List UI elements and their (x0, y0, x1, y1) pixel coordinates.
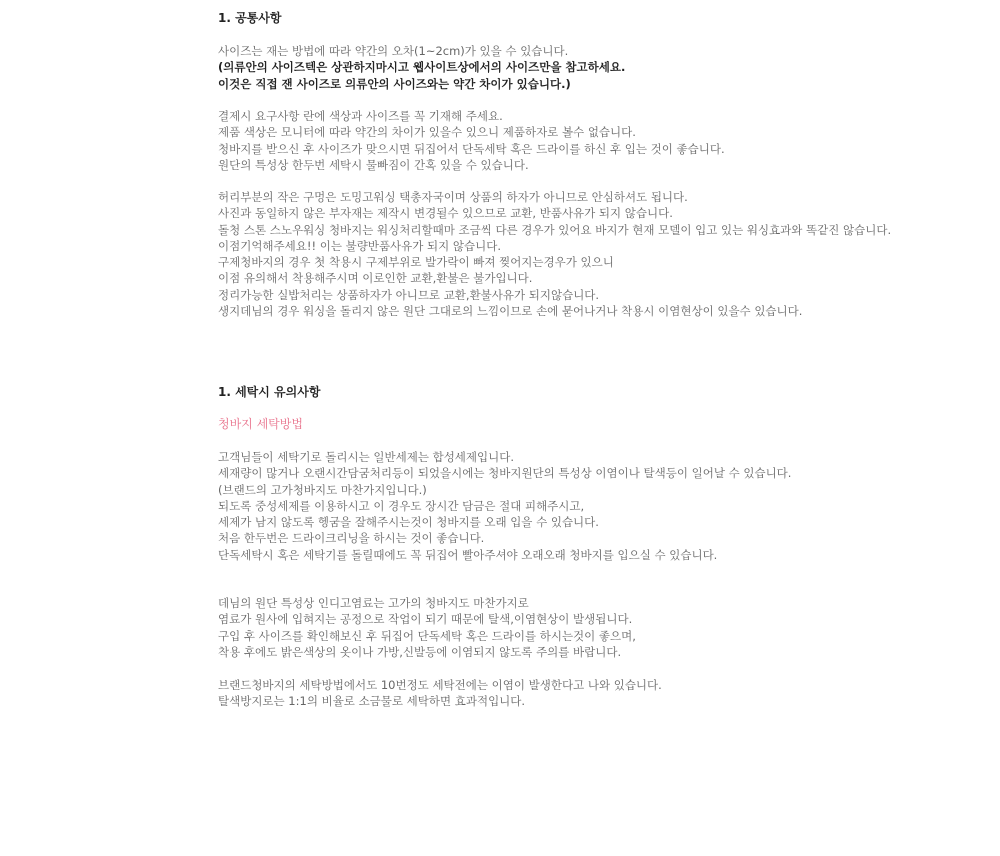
washing-line: 구입 후 사이즈를 확인해보신 후 뒤집어 단독세탁 혹은 드라이를 하시는것이 좋으며, (218, 628, 636, 643)
washing-line: 고객님들이 세탁기로 돌리시는 일반세제는 합성세제입니다. (218, 450, 514, 464)
notice-line: 이점기억해주세요!! 이는 불량반품사유가 되지 않습니다. (218, 238, 502, 253)
washing-line: 되도록 중성세제를 이용하시고 이 경우도 장시간 담금은 절대 피해주시고, (218, 498, 585, 513)
notice-line: 이점 유의해서 착용해주시며 이로인한 교환,환불은 불가입니다. (218, 271, 533, 286)
washing-line: 탈색방지로는 1:1의 비율로 소금물로 세탁하면 효과적입니다. (218, 694, 526, 709)
notice-line: 사진과 동일하지 않은 부자재는 제작시 변경될수 있으므로 교환, 반품사유가 되지 않습니다. (218, 206, 673, 221)
washing-line: 브랜드청바지의 세탁방법에서도 10번정도 세탁전에는 이염이 발생한다고 나와 있습니다. (218, 678, 662, 692)
size-notice-line: 사이즈는 재는 방법에 따라 약간의 오차(1~2cm)가 있을 수 있습니다. (218, 44, 569, 58)
notice-line: 원단의 특성상 한두번 세탁시 물빠짐이 간혹 있을 수 있습니다. (218, 157, 529, 172)
section-washing-heading: 1. 세탁시 유의사항 (218, 385, 321, 399)
washing-line: 세제가 남지 않도록 헹굼을 잘해주시는것이 청바지를 오래 입을 수 있습니다. (218, 515, 599, 530)
washing-line: 단독세탁시 혹은 세탁기를 돌릴때에도 꼭 뒤집어 빨아주셔야 오래오래 청바지를 입으실 수 있습니다. (218, 547, 718, 562)
denim-dye-block (218, 595, 918, 660)
product-notice-block (218, 189, 918, 319)
notice-line: 청바지를 받으신 후 사이즈가 맞으시면 뒤집어서 단독세탁 혹은 드라이를 하신 후 입는 것이 좋습니다. (218, 141, 725, 156)
notice-line: 구제청바지의 경우 첫 착용시 구제부위로 발가락이 빠져 찢어지는경우가 있으니 (218, 255, 614, 270)
washing-line: (브랜드의 고가청바지도 마찬가지입니다.) (218, 482, 427, 497)
notice-line: 돌청 스톤 스노우워싱 청바지는 워싱처리할때마 조금씩 다른 경우가 있어요 바지가 현재 모델이 입고 있는 워싱효과와 똑같진 않습니다. (218, 222, 892, 237)
notice-line: 허리부분의 작은 구멍은 도밍고워싱 택총자국이며 상품의 하자가 아니므로 안심하셔도 됩니다. (218, 190, 688, 204)
size-tag-warning-line: (의류안의 사이즈텍은 상관하지마시고 웹사이트상에서의 사이즈만을 참고하세요. (218, 60, 626, 75)
washing-line: 처음 한두번은 드라이크리닝을 하시는 것이 좋습니다. (218, 531, 485, 546)
notice-line: 생지데님의 경우 워싱을 돌리지 않은 원단 그대로의 느낌이므로 손에 묻어나거나 착용시 이염현상이 있을수 있습니다. (218, 304, 803, 319)
washing-line: 세재량이 많거나 오랜시간담굼처리등이 되었을시에는 청바지원단의 특성상 이염이나 탈색등이 일어날 수 있습니다. (218, 466, 792, 481)
section-common-heading: 1. 공통사항 (218, 11, 282, 25)
anti-fading-block (218, 677, 918, 710)
washing-guide-block (218, 449, 918, 563)
notice-line: 정리가능한 실밥처리는 상품하자가 아니므로 교환,환불사유가 되지않습니다. (218, 287, 600, 302)
notice-line: 제품 색상은 모니터에 따라 약간의 차이가 있을수 있으니 제품하자로 볼수 없습니다. (218, 125, 636, 140)
jeans-washing-subheading: 청바지 세탁방법 (218, 417, 303, 431)
order-notice-block (218, 108, 918, 173)
washing-line: 착용 후에도 밝은색상의 옷이나 가방,신발등에 이염되지 않도록 주의를 바랍니다. (218, 644, 622, 659)
size-tag-warning-line: 이것은 직접 잰 사이즈로 의류안의 사이즈와는 약간 차이가 있습니다.) (218, 76, 571, 91)
washing-line: 염료가 원사에 입혀지는 공정으로 작업이 되기 때문에 탈색,이염현상이 발생됩니다. (218, 612, 633, 627)
size-notice-block (218, 43, 918, 92)
notice-line: 결제시 요구사항 란에 색상과 사이즈를 꼭 기재해 주세요. (218, 109, 503, 123)
washing-line: 데님의 원단 특성상 인디고염료는 고가의 청바지도 마찬가지로 (218, 596, 529, 610)
